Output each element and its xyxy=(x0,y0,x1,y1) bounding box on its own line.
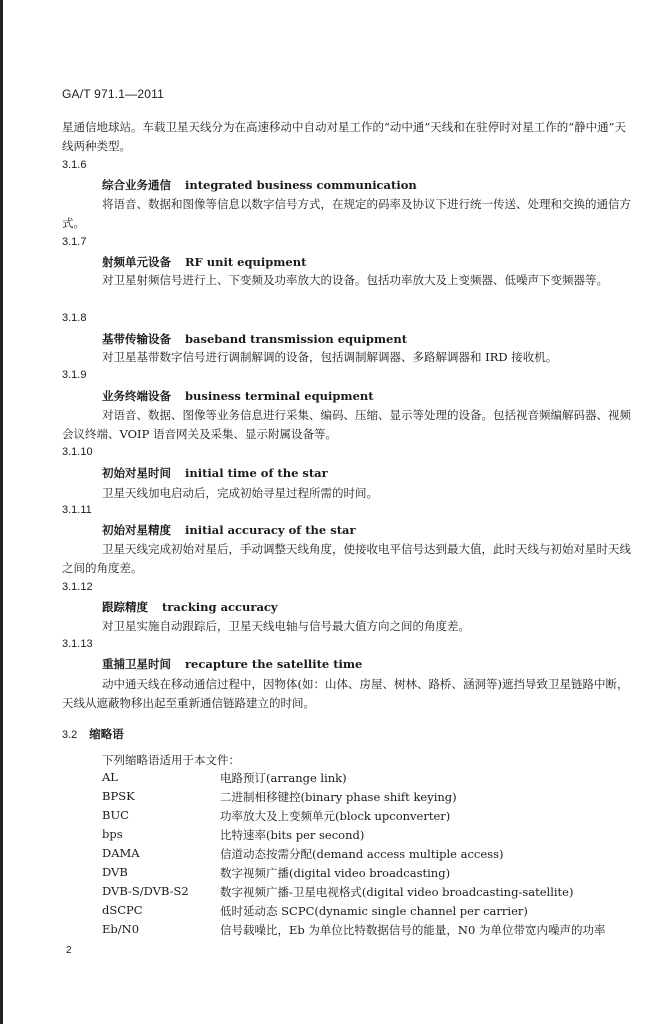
term-heading xyxy=(102,522,356,538)
term-en: business terminal equipment xyxy=(185,389,374,403)
abbreviation: DAMA xyxy=(102,846,140,860)
term-en: tracking accuracy xyxy=(162,600,278,614)
term-en: integrated business communication xyxy=(185,178,417,192)
abbreviation: bps xyxy=(102,827,123,841)
clause-number: 3.1.6 xyxy=(62,159,87,171)
standard-code: GA/T 971.1—2011 xyxy=(62,87,164,101)
abbreviation-row xyxy=(102,789,642,807)
term-definition: 对卫星射频信号进行上、下变频及功率放大的设备。包括功率放大及上变频器、低噪声下变频器等。 xyxy=(102,273,608,287)
term-heading xyxy=(102,177,417,193)
term-cn: 初始对星时间 xyxy=(102,466,171,480)
term-cn: 跟踪精度 xyxy=(102,600,148,614)
term-definition: 对卫星实施自动跟踪后，卫星天线电轴与信号最大值方向之间的角度差。 xyxy=(102,619,470,633)
term-en: RF unit equipment xyxy=(185,255,307,269)
term-heading xyxy=(102,599,278,615)
abbreviation-row xyxy=(102,884,642,902)
abbreviation: BPSK xyxy=(102,789,135,803)
term-cn: 基带传输设备 xyxy=(102,332,171,346)
term-definition: 卫星天线完成初始对星后，手动调整天线角度，使接收电平信号达到最大值，此时天线与初始对星时天线之间的角度差。 xyxy=(62,542,631,575)
term-cn: 综合业务通信 xyxy=(102,178,171,192)
abbreviation-definition: 功率放大及上变频单元(block upconverter) xyxy=(220,809,451,823)
term-definition: 卫星天线加电启动后，完成初始寻星过程所需的时间。 xyxy=(102,486,378,500)
term-heading xyxy=(102,331,407,347)
clause-number: 3.1.7 xyxy=(62,236,87,248)
clause-number: 3.1.9 xyxy=(62,369,87,381)
abbreviation-definition: 二进制相移键控(binary phase shift keying) xyxy=(220,790,457,804)
abbreviation-definition: 信道动态按需分配(demand access multiple access) xyxy=(220,847,504,861)
term-en: baseband transmission equipment xyxy=(185,332,408,346)
abbreviation-definition: 数字视频广播(digital video broadcasting) xyxy=(220,866,451,880)
term-definition: 对卫星基带数字信号进行调制解调的设备，包括调制解调器、多路解调器和 IRD 接收机。 xyxy=(102,350,558,364)
term-en: recapture the satellite time xyxy=(185,657,363,671)
term-definition: 动中通天线在移动通信过程中，因物体(如：山体、房屋、树林、路桥、涵洞等)遮挡导致卫星链路中断，天线从遮蔽物移出起至重新通信链路建立的时间。 xyxy=(62,677,629,710)
term-definition: 将语音、数据和图像等信息以数字信号方式，在规定的码率及协议下进行统一传送、处理和交换的通信方式。 xyxy=(62,197,631,230)
term-en: initial accuracy of the star xyxy=(185,523,356,537)
term-cn: 射频单元设备 xyxy=(102,255,171,269)
page-number: 2 xyxy=(66,945,72,956)
abbreviation: DVB xyxy=(102,865,128,879)
term-en: initial time of the star xyxy=(185,466,328,480)
abbreviation: AL xyxy=(102,770,118,784)
abbreviation: dSCPC xyxy=(102,903,143,917)
clause-number: 3.1.8 xyxy=(62,312,87,324)
abbreviation-row xyxy=(102,922,642,940)
abbreviation-definition: 数字视频广播-卫星电视格式(digital video broadcasting-satellite) xyxy=(220,885,574,899)
clause-number: 3.1.11 xyxy=(62,504,92,516)
clause-number: 3.1.12 xyxy=(62,581,93,593)
term-heading xyxy=(102,388,374,404)
abbreviation-definition: 低时延动态 SCPC(dynamic single channel per carrier) xyxy=(220,904,528,918)
section-number: 3.2 xyxy=(62,729,78,741)
term-cn: 业务终端设备 xyxy=(102,389,171,403)
abbreviations-lead: 下列缩略语适用于本文件： xyxy=(102,753,240,767)
abbreviation-definition: 电路预订(arrange link) xyxy=(220,771,347,785)
intro-continuation: 星通信地球站。车载卫星天线分为在高速移动中自动对星工作的“动中通”天线和在驻停时对星工作的“静中通”天线两种类型。 xyxy=(62,120,627,153)
abbreviation-definition: 比特速率(bits per second) xyxy=(220,828,365,842)
abbreviation-row xyxy=(102,846,642,864)
abbreviation: BUC xyxy=(102,808,129,822)
term-definition: 对语音、数据、图像等业务信息进行采集、编码、压缩、显示等处理的设备。包括视音频编解码器、视频会议终端、VOIP 语音网关及采集、显示附属设备等。 xyxy=(62,408,631,441)
section-heading xyxy=(62,726,124,742)
term-heading xyxy=(102,254,306,270)
abbreviation-row xyxy=(102,808,642,826)
clause-number: 3.1.10 xyxy=(62,446,93,458)
section-title: 缩略语 xyxy=(89,727,124,741)
abbreviation: Eb/N0 xyxy=(102,922,140,936)
abbreviation-row xyxy=(102,770,642,788)
term-heading xyxy=(102,656,362,672)
term-cn: 初始对星精度 xyxy=(102,523,171,537)
abbreviation-row xyxy=(102,865,642,883)
abbreviation-definition: 信号载噪比，Eb 为单位比特数据信号的能量，N0 为单位带宽内噪声的功率 xyxy=(220,923,606,937)
term-cn: 重捕卫星时间 xyxy=(102,657,171,671)
abbreviation-row xyxy=(102,903,642,921)
abbreviation-row xyxy=(102,827,642,845)
clause-number: 3.1.13 xyxy=(62,638,93,650)
term-heading xyxy=(102,465,328,481)
scan-edge xyxy=(0,0,3,1024)
abbreviation: DVB-S/DVB-S2 xyxy=(102,884,189,898)
